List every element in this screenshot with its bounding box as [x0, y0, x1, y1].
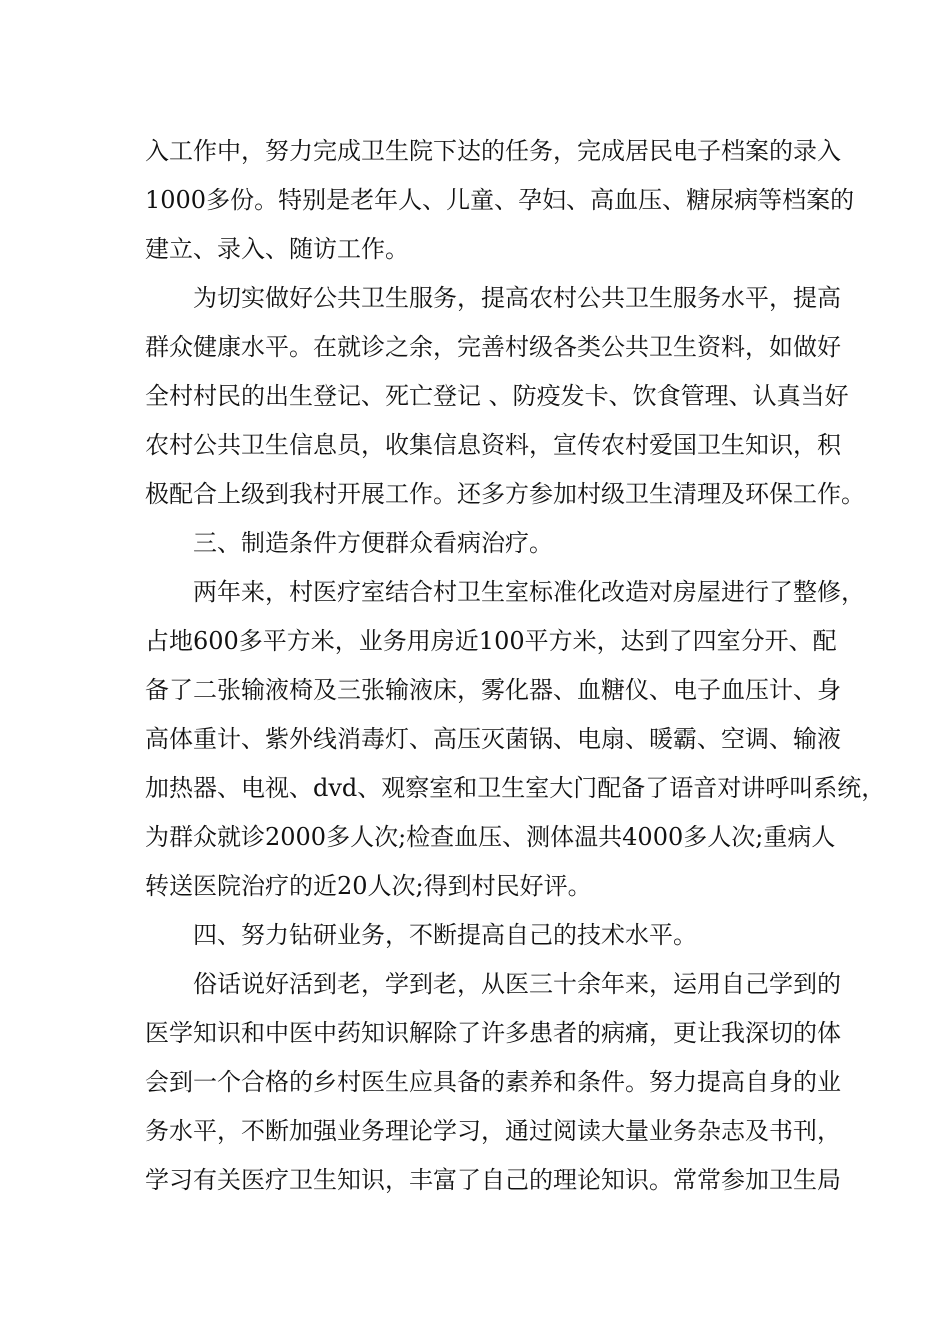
- text-line: 备了二张输液椅及三张输液床，雾化器、血糖仪、电子血压计、身: [145, 676, 841, 704]
- text-line: 加热器、电视、dvd、观察室和卫生室大门配备了语音对讲呼叫系统，: [145, 774, 886, 802]
- text-line: 1000多份。特别是老年人、儿童、孕妇、高血压、糖尿病等档案的: [145, 186, 855, 214]
- text-line: 医学知识和中医中药知识解除了许多患者的病痛，更让我深切的体: [145, 1019, 841, 1047]
- section-heading: 四、努力钻研业务，不断提高自己的技术水平。: [193, 921, 697, 949]
- text-line: 高体重计、紫外线消毒灯、高压灭菌锅、电扇、暖霸、空调、输液: [145, 725, 841, 753]
- text-line: 会到一个合格的乡村医生应具备的素养和条件。努力提高自身的业: [145, 1068, 841, 1096]
- text-line: 务水平，不断加强业务理论学习，通过阅读大量业务杂志及书刊，: [145, 1117, 841, 1145]
- document-body: [145, 127, 886, 1205]
- text-line: 入工作中，努力完成卫生院下达的任务，完成居民电子档案的录入: [145, 137, 841, 165]
- section-heading: 三、制造条件方便群众看病治疗。: [193, 529, 553, 557]
- text-line: 转送医院治疗的近20人次;得到村民好评。: [145, 872, 592, 900]
- text-line: 两年来，村医疗室结合村卫生室标准化改造对房屋进行了整修，: [193, 578, 865, 606]
- text-line: 极配合上级到我村开展工作。还多方参加村级卫生清理及环保工作。: [145, 480, 865, 508]
- text-line: 为切实做好公共卫生服务，提高农村公共卫生服务水平，提高: [193, 284, 841, 312]
- text-line: 全村村民的出生登记、死亡登记 、防疫发卡、饮食管理、认真当好: [145, 382, 849, 410]
- text-line: 为群众就诊2000多人次;检查血压、测体温共4000多人次;重病人: [145, 823, 836, 851]
- text-line: 占地600多平方米，业务用房近100平方米，达到了四室分开、配: [145, 627, 837, 655]
- text-line: 俗话说好活到老，学到老，从医三十余年来，运用自己学到的: [193, 970, 841, 998]
- text-line: 学习有关医疗卫生知识，丰富了自己的理论知识。常常参加卫生局: [145, 1166, 841, 1194]
- text-line: 群众健康水平。在就诊之余，完善村级各类公共卫生资料，如做好: [145, 333, 841, 361]
- text-line: 建立、录入、随访工作。: [145, 235, 409, 263]
- text-line: 农村公共卫生信息员，收集信息资料，宣传农村爱国卫生知识，积: [145, 431, 841, 459]
